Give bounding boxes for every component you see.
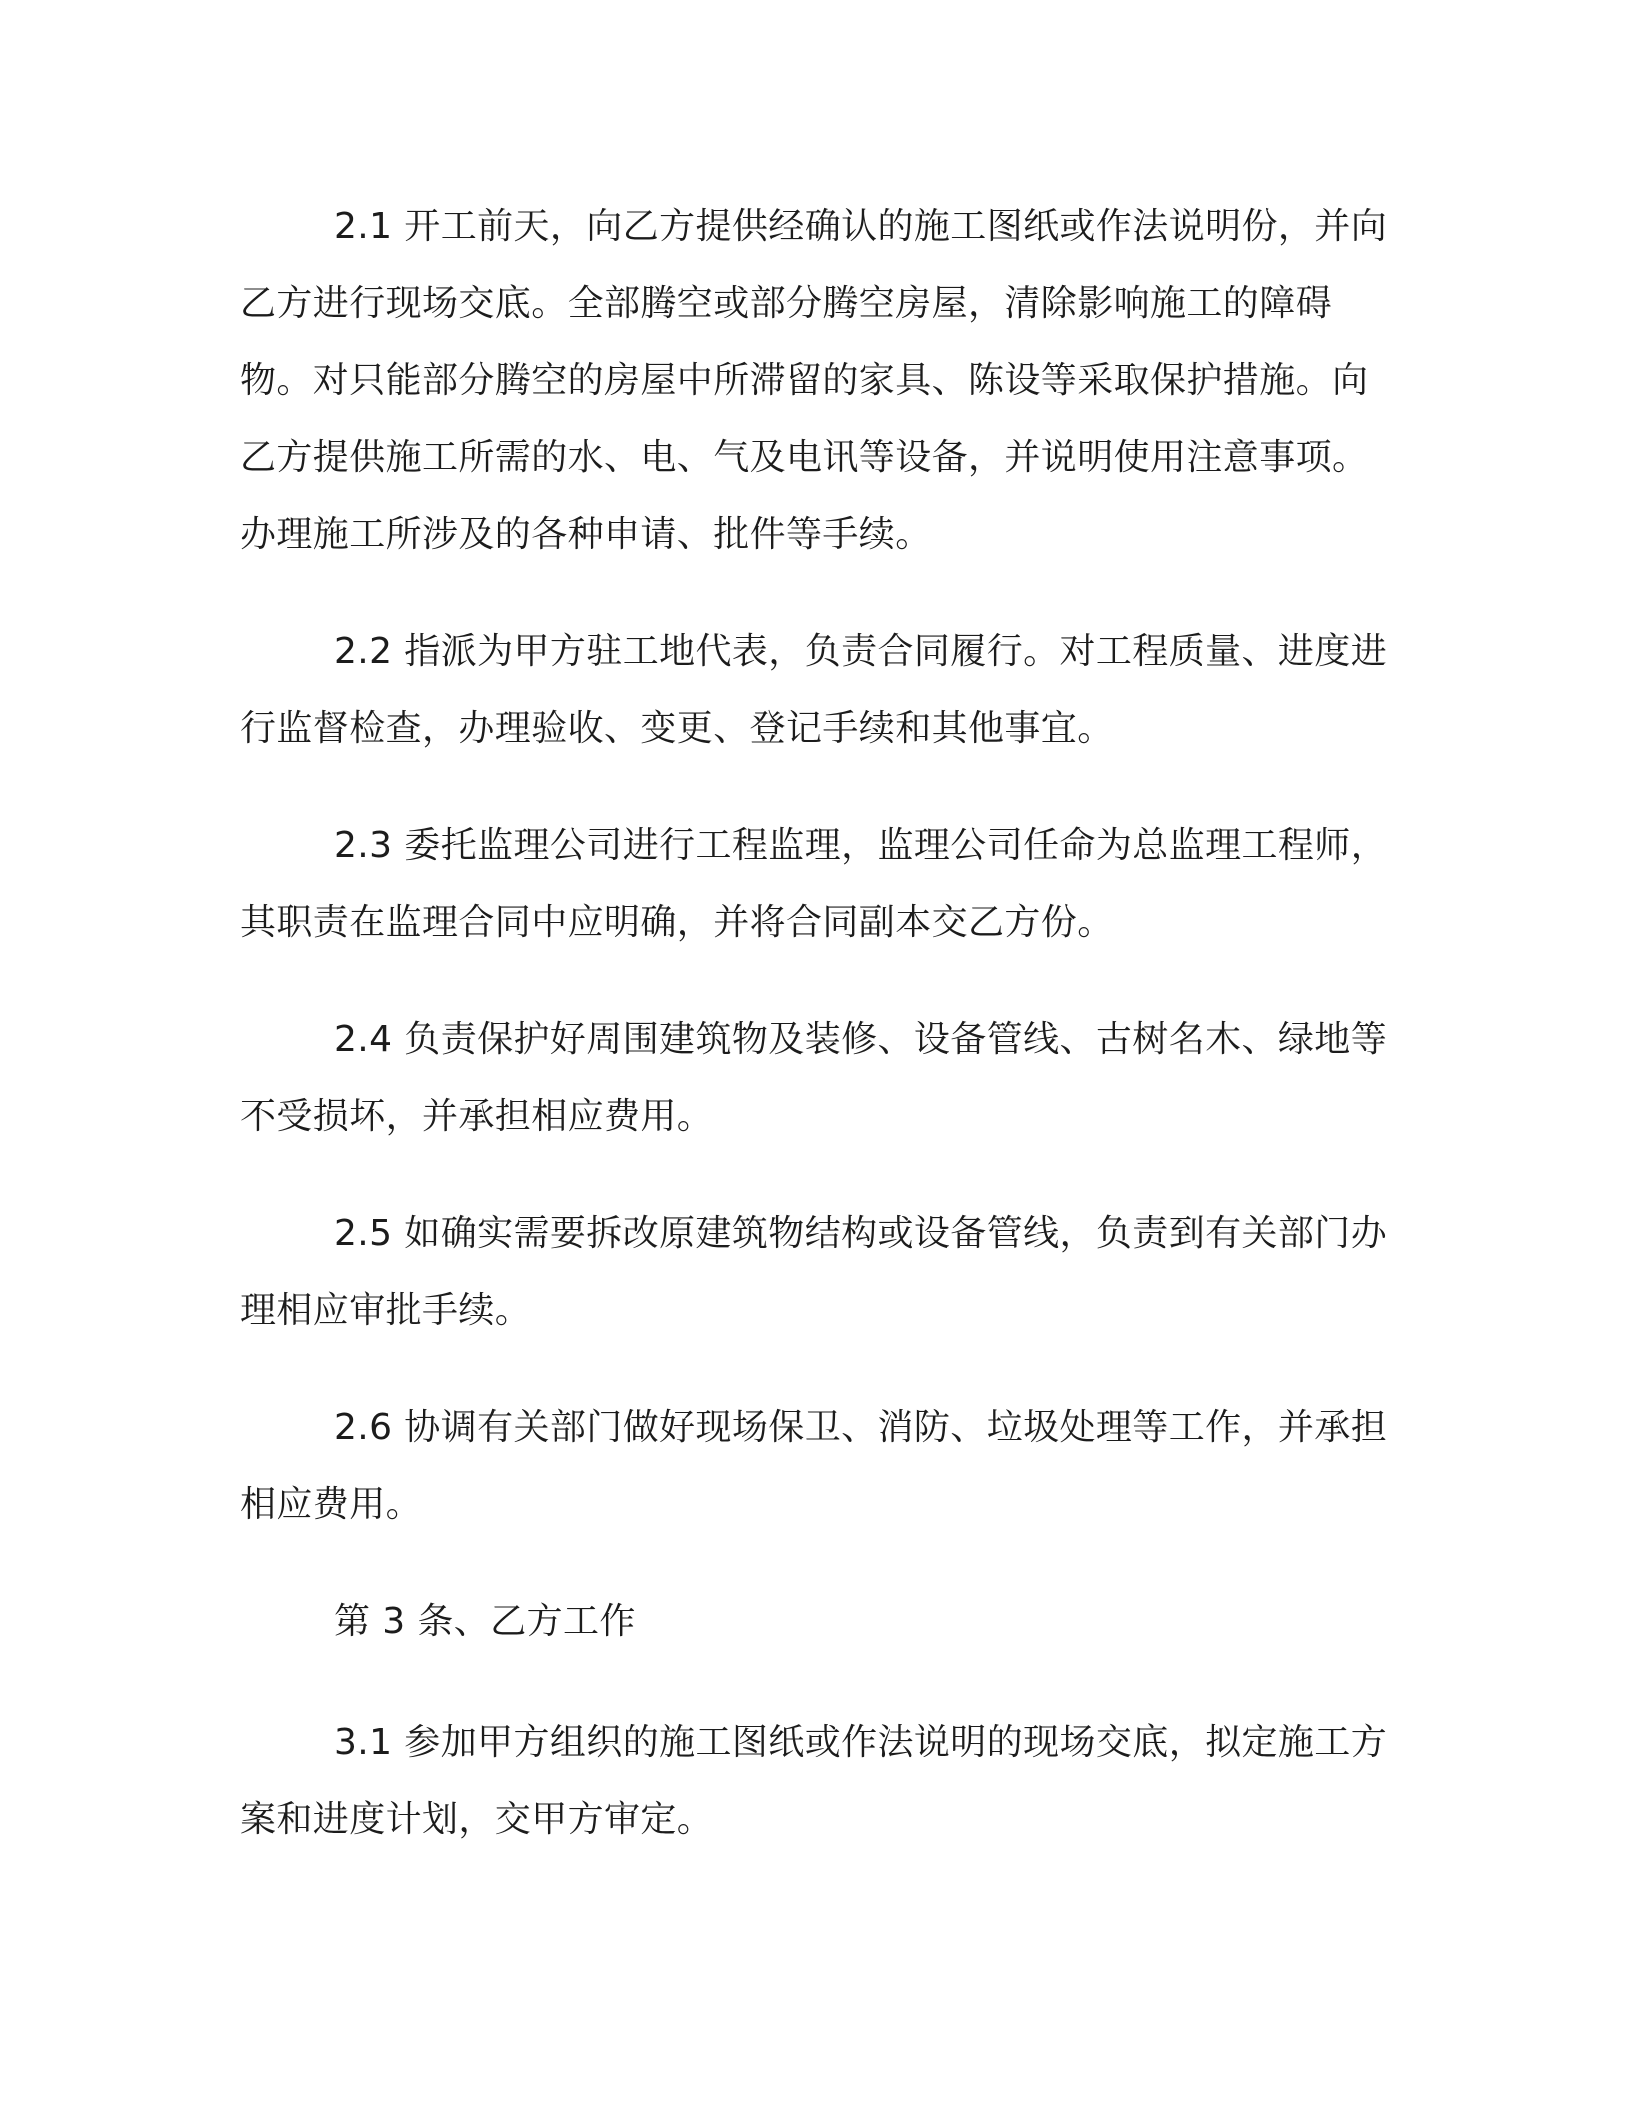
clause-2-4: 2.4 负责保护好周围建筑物及装修、设备管线、古树名木、绿地等不受损坏，并承担相应费用。 [240, 1019, 1388, 1137]
clause-2-3: 2.3 委托监理公司进行工程监理，监理公司任命为总监理工程师，其职责在监理合同中应明确，并将合同副本交乙方份。 [240, 825, 1388, 943]
clause-2-2: 2.2 指派为甲方驻工地代表，负责合同履行。对工程质量、进度进行监督检查，办理验收、变更、登记手续和其他事宜。 [240, 631, 1388, 749]
clause-2-6: 2.6 协调有关部门做好现场保卫、消防、垃圾处理等工作，并承担相应费用。 [240, 1407, 1388, 1525]
clause-2-1: 2.1 开工前天，向乙方提供经确认的施工图纸或作法说明份，并向乙方进行现场交底。全部腾空或部分腾空房屋，清除影响施工的障碍物。对只能部分腾空的房屋中所滞留的家具、陈设等采取保护措施。向乙方提供施工所需的水、电、气及电讯等设备，并说明使用注意事项。办理施工所涉及的各种申请、批件等手续。 [240, 206, 1388, 555]
document-body [240, 188, 1390, 1898]
article-3-heading: 第 3 条、乙方工作 [334, 1601, 636, 1642]
clause-2-5: 2.5 如确实需要拆改原建筑物结构或设备管线，负责到有关部门办理相应审批手续。 [240, 1213, 1388, 1331]
clause-3-1: 3.1 参加甲方组织的施工图纸或作法说明的现场交底，拟定施工方案和进度计划，交甲方审定。 [240, 1722, 1388, 1840]
